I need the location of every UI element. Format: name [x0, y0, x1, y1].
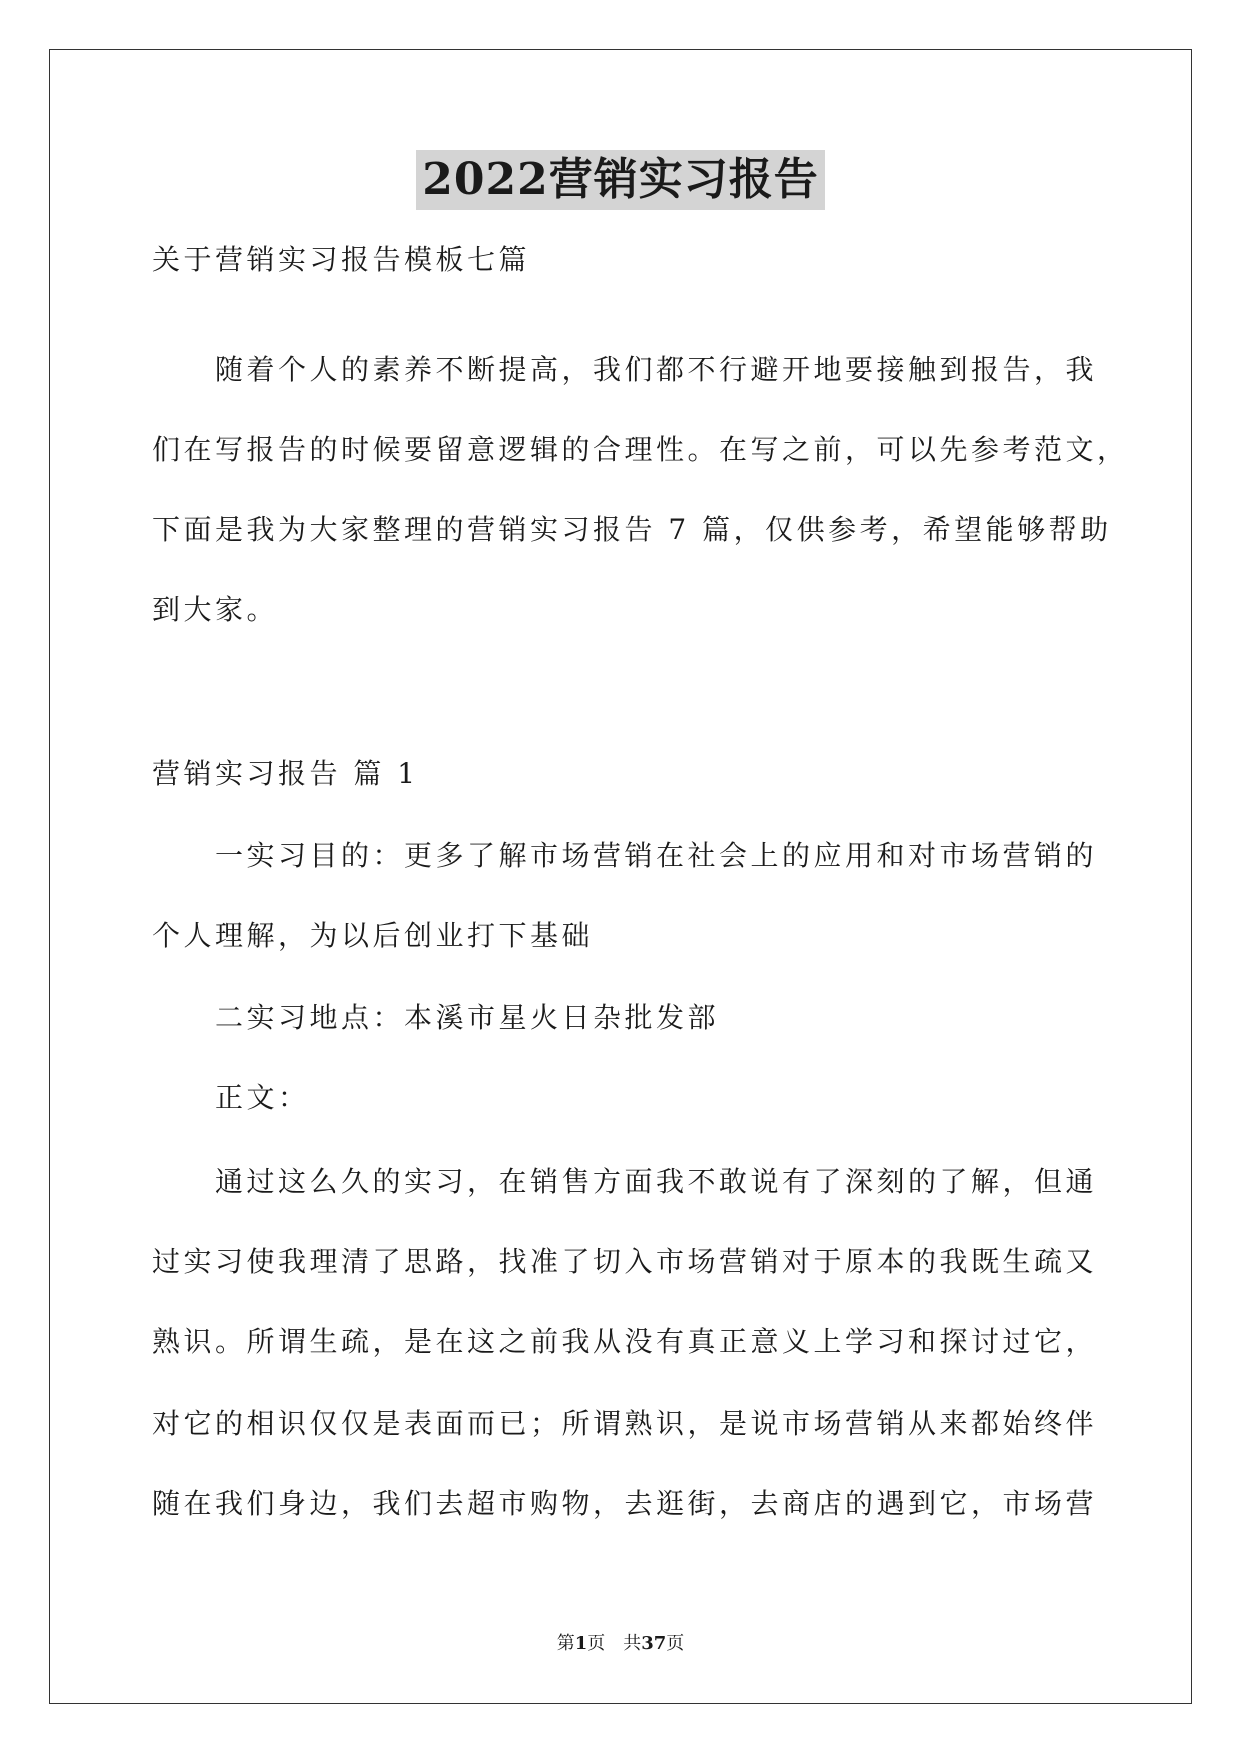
- current-page-number: 1: [574, 1633, 588, 1654]
- page-mid: 页 共: [587, 1633, 642, 1654]
- paragraph-line: 二实习地点：本溪市星火日杂批发部: [152, 1001, 720, 1034]
- paragraph-line: 下面是我为大家整理的营销实习报告 7 篇，仅供参考，希望能够帮助: [152, 513, 1112, 546]
- section-heading: 营销实习报告 篇 1: [152, 757, 419, 790]
- paragraph-line: 个人理解，为以后创业打下基础: [152, 919, 594, 952]
- title-container: [0, 150, 1241, 210]
- paragraph-line: 过实习使我理清了思路，找准了切入市场营销对于原本的我既生疏又: [152, 1245, 1098, 1278]
- paragraph-line: 随在我们身边，我们去超市购物，去逛街，去商店的遇到它，市场营: [152, 1487, 1098, 1520]
- paragraph-line: 熟识。所谓生疏，是在这之前我从没有真正意义上学习和探讨过它，: [152, 1325, 1098, 1358]
- paragraph-line: 一实习目的：更多了解市场营销在社会上的应用和对市场营销的: [152, 839, 1098, 872]
- paragraph-line: 通过这么久的实习，在销售方面我不敢说有了深刻的了解，但通: [152, 1165, 1098, 1198]
- paragraph-line: 正文：: [152, 1081, 310, 1114]
- page-footer: [0, 1632, 1241, 1656]
- page-border: [49, 49, 1192, 1704]
- document-title: 2022营销实习报告: [416, 150, 824, 210]
- total-pages-number: 37: [641, 1633, 667, 1654]
- paragraph-line: 随着个人的素养不断提高，我们都不行避开地要接触到报告，我: [152, 353, 1098, 386]
- page-prefix: 第: [556, 1633, 575, 1654]
- page-suffix: 页: [666, 1633, 685, 1654]
- paragraph-line: 对它的相识仅仅是表面而已；所谓熟识，是说市场营销从来都始终伴: [152, 1407, 1098, 1440]
- subtitle-line: 关于营销实习报告模板七篇: [152, 243, 531, 276]
- paragraph-line: 们在写报告的时候要留意逻辑的合理性。在写之前，可以先参考范文，: [152, 433, 1129, 466]
- paragraph-line: 到大家。: [152, 593, 279, 626]
